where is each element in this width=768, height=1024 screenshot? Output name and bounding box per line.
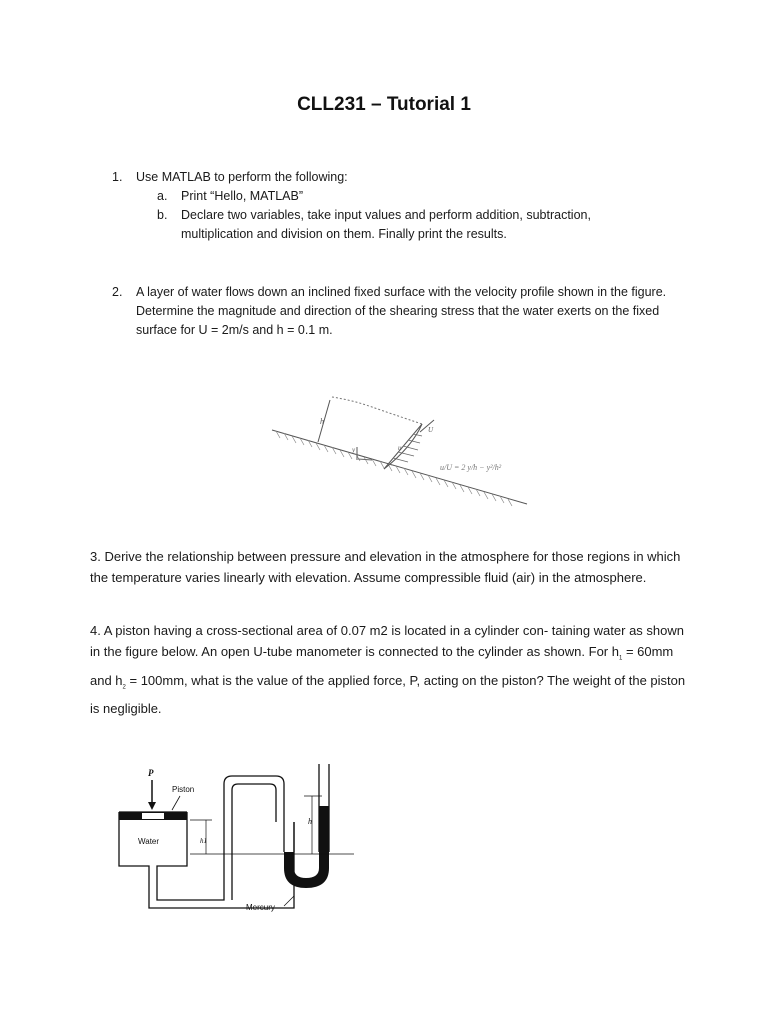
label-u: u	[398, 444, 402, 452]
question-2	[112, 283, 672, 340]
question-1	[112, 168, 692, 244]
manometer-figure	[94, 740, 354, 920]
sub-item-b	[157, 206, 692, 244]
question-text-part: = 100mm, what is the value of the applied force, P, acting on the piston? The weight of the piston is negligible.	[90, 672, 686, 717]
sub-item-text: Declare two variables, take input values and perform addition, subtraction, multiplication and division on them. Finally print the results.	[181, 208, 591, 241]
question-number: 2.	[112, 285, 123, 299]
free-surface	[332, 397, 422, 424]
label-mercury: Mercury	[246, 903, 275, 912]
label-h: h	[320, 417, 324, 426]
question-text: A layer of water flows down an inclined fixed surface with the velocity profile shown in the figure. Determine the magnitude and direction of the shearing stress that the water exerts on the fixed surface for U = 2m/s and h = 0.1 m.	[136, 285, 667, 337]
mercury	[284, 806, 329, 888]
label-y: y	[352, 446, 356, 454]
subscript: 2	[122, 684, 126, 691]
question-text: Use MATLAB to perform the following:	[136, 170, 348, 184]
question-3: 3. Derive the relationship between pressure and elevation in the atmosphere for those regions in which the temperature varies linearly with elevation. Assume compressible fluid (air) in the atmosphere.	[90, 549, 681, 585]
question-text-part: = 60mm and h	[90, 644, 674, 688]
question-text-part: 4. A piston having a cross-sectional area of 0.07 m2 is located in a cylinder con- taining water as shown in the figure below. An open U-tube manometer is connected to the cylinder as shown. For h	[90, 623, 684, 659]
velocity-profile-figure	[262, 352, 532, 512]
label-p: P	[148, 768, 154, 778]
sub-item-a	[157, 187, 692, 206]
label-water: Water	[138, 837, 160, 846]
subscript: 1	[618, 655, 623, 662]
velocity-equation: u/U = 2 y/h − y²/h²	[440, 463, 502, 472]
sub-item-letter: b.	[157, 208, 168, 222]
page-title: CLL231 – Tutorial 1	[297, 94, 471, 115]
profile-base-line	[384, 424, 422, 469]
cylinder	[119, 812, 294, 908]
question-4	[90, 620, 690, 719]
label-piston: Piston	[172, 785, 195, 794]
question-number: 1.	[112, 170, 123, 184]
label-h: h	[308, 817, 312, 826]
sub-item-letter: a.	[157, 189, 168, 203]
label-U: U	[428, 426, 434, 434]
label-h1: h1	[200, 837, 207, 845]
sub-item-text: Print “Hello, MATLAB”	[181, 189, 304, 203]
